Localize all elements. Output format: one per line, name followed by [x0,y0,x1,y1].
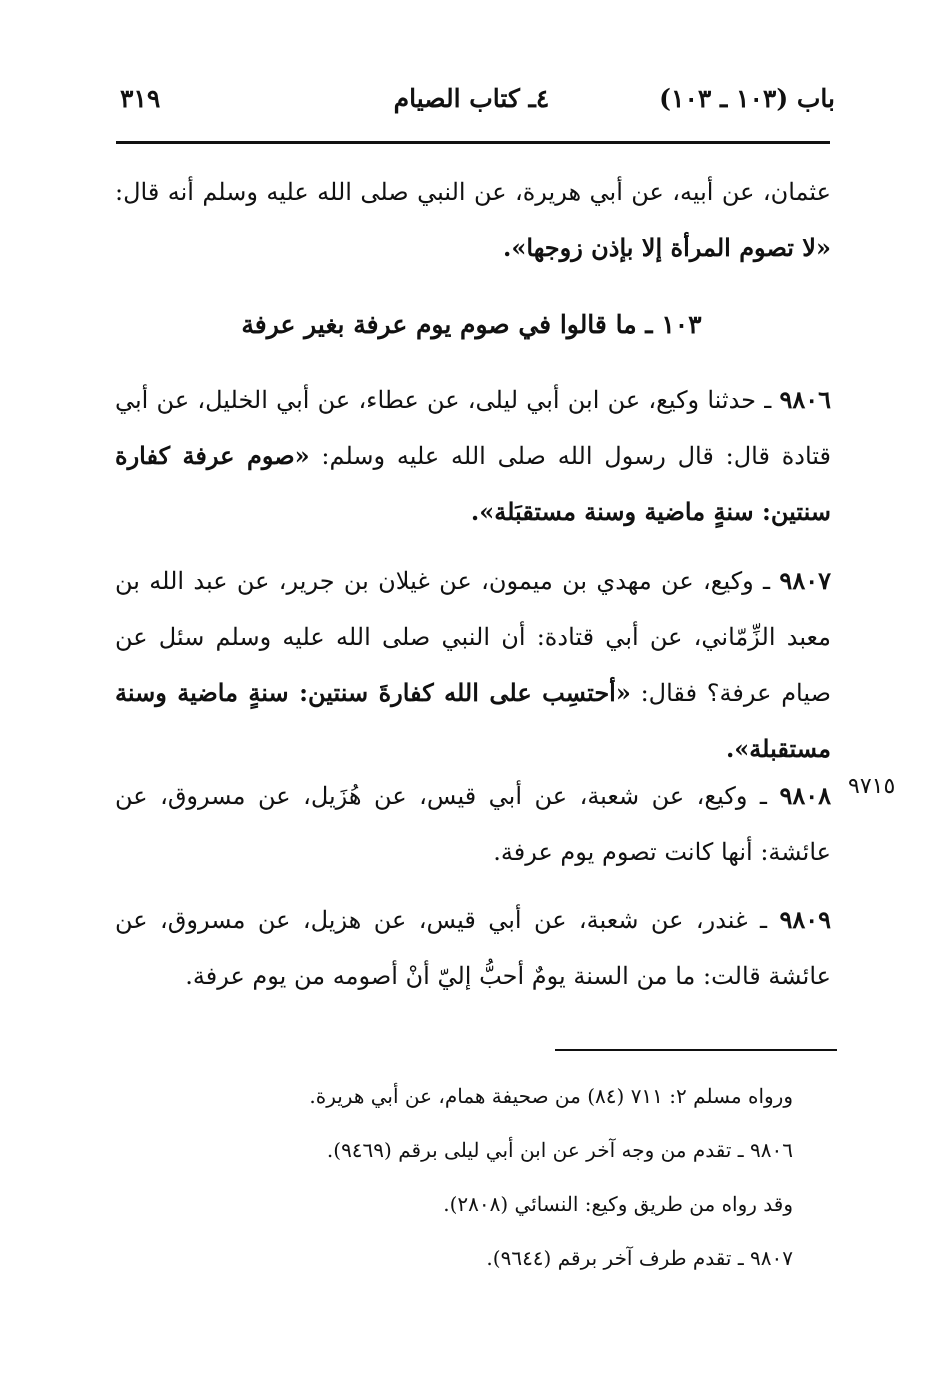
hadith-number: ٩٨٠٧ [779,566,831,595]
hadith-quote: «أحتسِب على الله كفارةَ سنتين: سنةٍ ماضية وسنة مستقبلة». [115,678,831,763]
hadith-9806 [115,372,831,540]
footnote-divider [555,1049,837,1051]
footnote-2: ٩٨٠٦ ـ تقدم من وجه آخر عن ابن أبي ليلى برقم (٩٤٦٩). [326,1138,793,1162]
section-heading: ١٠٣ ـ ما قالوا في صوم يوم عرفة بغير عرفة [241,310,702,339]
page-number: ٣١٩ [120,84,161,113]
hadith-9807 [115,553,831,777]
hadith-text: ـ غندر، عن شعبة، عن أبي قيس، عن هزيل، عن مسروق، عن عائشة قالت: ما من السنة يومٌ أحبُّ إليّ أنْ أصومه من يوم عرفة. [115,906,831,990]
intro-paragraph [115,164,831,276]
intro-quote: «لا تصوم المرأة إلا بإذن زوجها». [503,233,831,262]
margin-cross-reference: ٩٧١٥ [848,774,896,799]
header-divider [116,141,830,144]
hadith-text: ـ وكيع، عن مهدي بن ميمون، عن غيلان بن جرير، عن عبد الله بن معبد الزِّمّاني، عن أبي قتادة: أن النبي صلى الله عليه وسلم سئل عن صيام عرفة؟ فقال: [115,567,831,707]
hadith-text: ـ وكيع، عن شعبة، عن أبي قيس، عن هُزَيل، عن مسروق، عن عائشة: أنها كانت تصوم يوم عرفة. [115,782,831,866]
hadith-number: ٩٨٠٨ [779,781,831,810]
footnote-4: ٩٨٠٧ ـ تقدم طرف آخر برقم (٩٦٤٤). [486,1246,793,1270]
hadith-quote: «صوم عرفة كفارة سنتين: سنةٍ ماضية وسنة مستقبَلة». [115,441,831,526]
hadith-number: ٩٨٠٦ [779,385,831,414]
hadith-9808 [115,768,831,880]
hadith-text: ـ حدثنا وكيع، عن ابن أبي ليلى، عن عطاء، عن أبي الخليل، عن أبي قتادة قال: قال رسول الله صلى الله عليه وسلم: [115,386,831,470]
chapter-reference: باب (١٠٣ ـ ١٠٣) [659,84,835,113]
intro-text: عثمان، عن أبيه، عن أبي هريرة، عن النبي صلى الله عليه وسلم أنه قال: [115,178,831,206]
footnote-3: وقد رواه من طريق وكيع: النسائي (٢٨٠٨). [443,1192,793,1216]
footnote-1: ورواه مسلم ٢: ٧١١ (٨٤) من صحيفة همام، عن أبي هريرة. [309,1084,793,1108]
book-title: ٤ـ كتاب الصيام [393,84,550,113]
hadith-number: ٩٨٠٩ [779,905,831,934]
hadith-9809 [115,892,831,1004]
